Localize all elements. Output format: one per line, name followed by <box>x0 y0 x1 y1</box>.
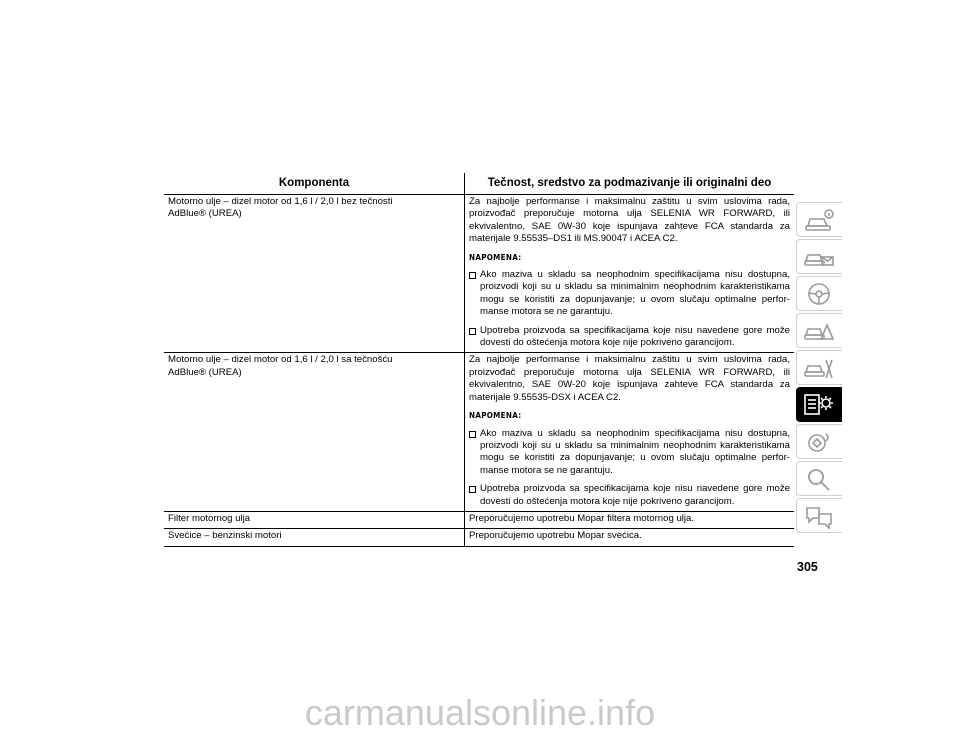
checkbox-bullet-icon <box>469 431 476 438</box>
chapter-tabs <box>796 202 842 535</box>
component-line: AdBlue® (UREA) <box>168 208 242 220</box>
car-tools-icon <box>802 354 836 382</box>
component-cell: Svećice – benzinski motori <box>168 530 282 542</box>
table-header-row <box>164 173 794 195</box>
car-info-icon <box>802 206 836 234</box>
tab-language[interactable] <box>796 498 842 533</box>
component-cell <box>164 195 465 353</box>
watermark: carmanualsonline.info <box>304 692 656 733</box>
tab-multimedia[interactable] <box>796 424 842 459</box>
note-bullet: Ako maziva u skladu sa neophodnim specifikacijama nisu dostupna, proizvodi koji su u skladu sa minimalnim neophodnim karakteristikama mogu se koristiti za dopunjavanje; u ovom slučaju optimalne perfor-manse motora se ne garantuju. <box>469 428 790 478</box>
table-row <box>164 195 794 353</box>
fluid-cell: Preporučujemo upotrebu Mopar svećica. <box>465 529 795 546</box>
table-row <box>164 529 794 546</box>
fluid-description: Za najbolje performanse i maksimalnu zaštitu u svim uslovima rada, proizvođač preporučuje motorna ulja SELENIA WR FORWARD, ili ekvivalentno, SAE 0W-20 koje ispunjava zahteve FCA standarda za materijale 9.55535-DSX i ACEA C2. <box>469 354 790 403</box>
fluid-cell <box>465 195 795 353</box>
page-number: 305 <box>797 560 818 574</box>
fluid-description: Za najbolje performanse i maksimalnu zaštitu u svim uslovima rada, proizvođač preporučuje motorna ulja SELENIA WR FORWARD, ili ekvivalentno, SAE 0W-30 koje ispunjava zahteve FCA standarda za materijale 9.55535–DS1 ili MS.90047 i ACEA C2. <box>469 196 790 245</box>
tab-specifications[interactable] <box>796 387 842 422</box>
tab-car-warning[interactable] <box>796 313 842 348</box>
language-icon <box>802 502 836 530</box>
note-bullet: Upotreba proizvoda sa specifikacijama koje nisu navedene gore može dovesti do oštećenja motora koje nije pokriveno garancijom. <box>469 325 790 350</box>
checkbox-bullet-icon <box>469 486 476 493</box>
car-warning-icon <box>802 317 836 345</box>
column-header-component: Komponenta <box>164 173 465 195</box>
component-line: Motorno ulje – dizel motor od 1,6 l / 2,0 l bez tečnosti <box>168 196 393 207</box>
component-cell <box>164 353 465 511</box>
fluid-cell: Preporučujemo upotrebu Mopar filtera motornog ulja. <box>465 511 795 528</box>
multimedia-icon <box>802 428 836 456</box>
note-heading: NAPOMENA: <box>469 252 522 262</box>
component-line: Motorno ulje – dizel motor od 1,6 l / 2,0 l sa tečnošću <box>168 354 393 366</box>
car-mail-icon <box>802 243 836 271</box>
specifications-table <box>164 173 794 547</box>
component-cell: Filter motornog ulja <box>164 511 465 528</box>
fluid-cell <box>465 353 795 511</box>
checkbox-bullet-icon <box>469 328 476 335</box>
tab-car-info[interactable] <box>796 202 842 237</box>
steering-wheel-icon <box>802 280 836 308</box>
checkbox-bullet-icon <box>469 272 476 279</box>
note-heading: NAPOMENA: <box>469 411 522 421</box>
component-line: AdBlue® (UREA) <box>168 366 242 378</box>
table-row <box>164 511 794 528</box>
search-icon <box>802 465 836 493</box>
note-bullet: Ako maziva u skladu sa neophodnim specifikacijama nisu dostupna, proizvodi koji su u skladu sa minimalnim neophodnim karakteristikama mogu se koristiti za dopunjavanje; u ovom slučaju optimalne perfor-manse motora se ne garantuju. <box>469 269 790 319</box>
tab-steering[interactable] <box>796 276 842 311</box>
tab-car-mail[interactable] <box>796 239 842 274</box>
table-row <box>164 353 794 511</box>
note-bullet: Upotreba proizvoda sa specifikacijama koje nisu navedene gore može dovesti do oštećenja motora koje nije pokriveno garancijom. <box>469 483 790 508</box>
tab-car-tools[interactable] <box>796 350 842 385</box>
column-header-fluid: Tečnost, sredstvo za podmazivanje ili originalni deo <box>465 173 795 195</box>
tab-search[interactable] <box>796 461 842 496</box>
specs-gear-icon <box>802 391 836 419</box>
